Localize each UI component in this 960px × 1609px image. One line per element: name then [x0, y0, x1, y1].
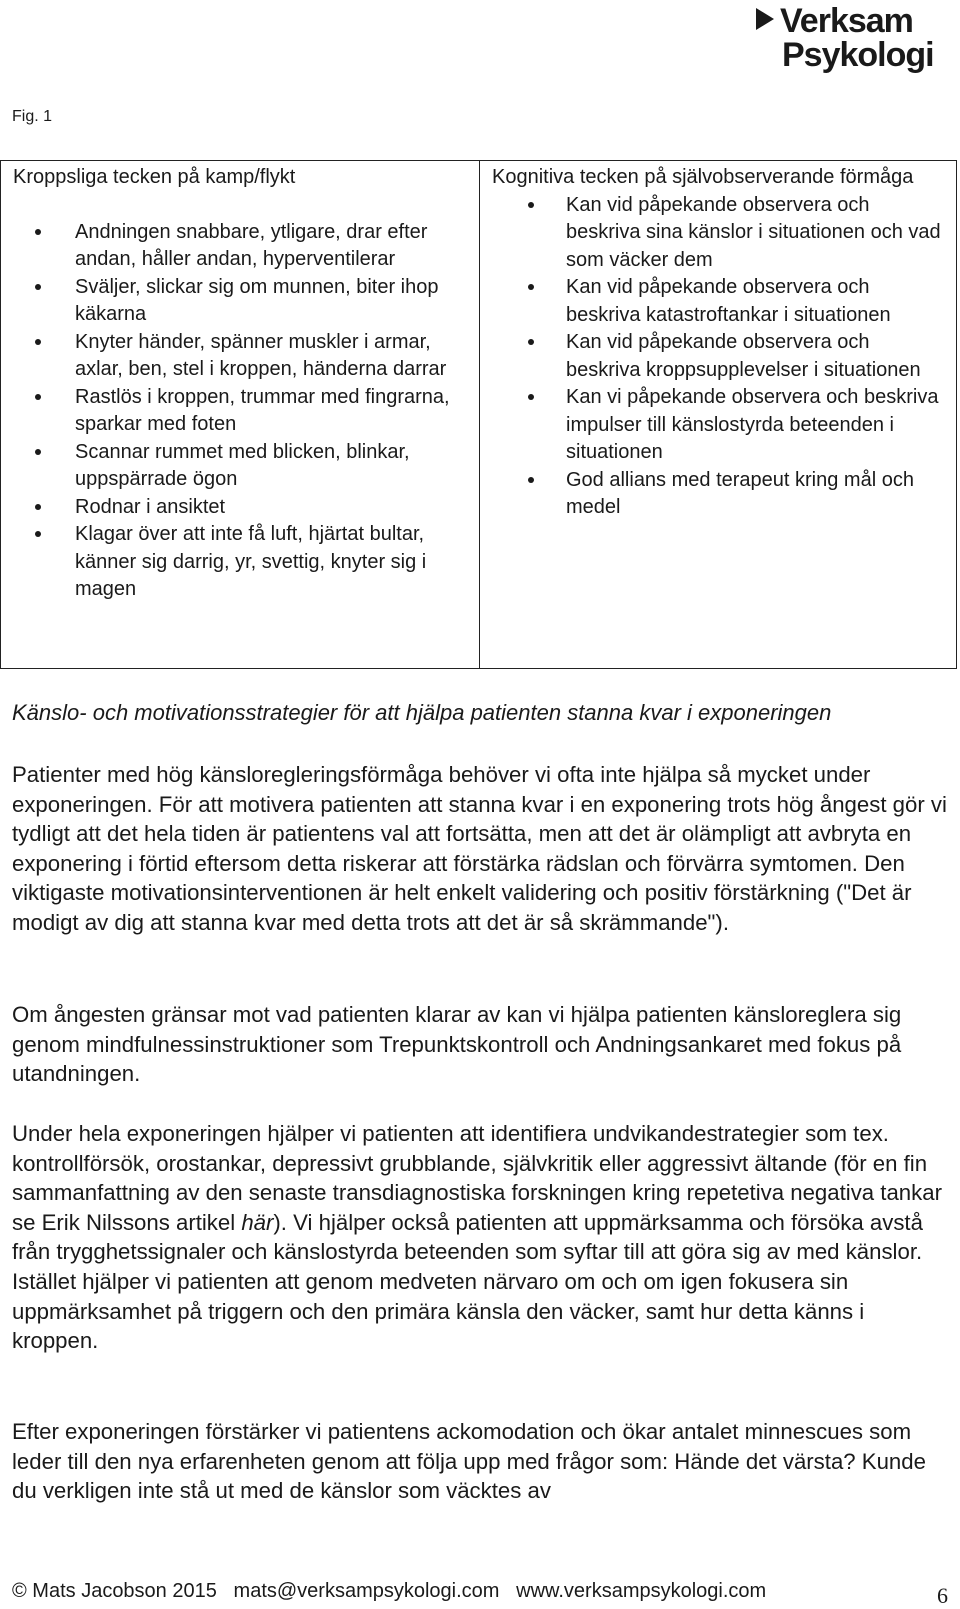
- bullet-icon: [35, 394, 41, 400]
- physical-signs-list: [13, 219, 467, 604]
- page-number: 6: [937, 1583, 948, 1608]
- bullet-icon: [528, 477, 534, 483]
- figure-label: Fig. 1: [12, 108, 53, 125]
- list-item: Kan vi påpekande observera och beskriva impulser till känslostyrda beteenden i situationen: [492, 384, 948, 467]
- list-item: Klagar över att inte få luft, hjärtat bultar, känner sig darrig, yr, svettig, knyter sig i magen: [13, 521, 467, 604]
- bullet-icon: [35, 449, 41, 455]
- paragraph-motivation: Patienter med hög känsloregleringsförmåga behöver vi ofta inte hjälpa så mycket under exponeringen. För att motivera patienten att stanna kvar i en exponering trots hög ångest gör vi tydligt att det hela tiden är patientens val att fortsätta, men att det är olämpligt att avbryta en exponering i förtid eftersom detta riskerar att förstärka rädslan och förvärra symtomen. Den viktigaste motivationsinterventionen är helt enkelt validering och positiv förstärkning ("Det är modigt av dig att stanna kvar med detta trots att det är så skrämmande").: [12, 762, 947, 935]
- bullet-icon: [528, 394, 534, 400]
- list-item: God allians med terapeut kring mål och medel: [492, 467, 948, 522]
- logo-line-1: Verksam: [780, 2, 913, 40]
- section-subheading: Känslo- och motivationsstrategier för att hjälpa patienten stanna kvar i exponeringen: [12, 700, 832, 725]
- page-footer: [12, 1580, 766, 1603]
- brand-logo: [756, 4, 946, 72]
- list-item: Rastlös i kroppen, trummar med fingrarna, sparkar med foten: [13, 384, 467, 439]
- bullet-icon: [35, 284, 41, 290]
- list-item: Scannar rummet med blicken, blinkar, uppspärrade ögon: [13, 439, 467, 494]
- paragraph-after-exposure: Efter exponeringen förstärker vi patientens ackomodation och ökar antalet minnescues som leder till den nya erfarenheten genom att följa upp med frågor som: Hände det värsta? Kunde du verkligen inte stå ut med de känslor som väcktes av: [12, 1419, 926, 1504]
- logo-line-2: Psykologi: [782, 36, 934, 74]
- list-item: Kan vid påpekande observera och beskriva sina känslor i situationen och vad som väcker dem: [492, 192, 948, 275]
- article-link[interactable]: här: [241, 1209, 274, 1235]
- bullet-icon: [35, 339, 41, 345]
- cognitive-signs-column: [480, 161, 956, 668]
- physical-signs-heading: Kroppsliga tecken på kamp/flykt: [13, 166, 296, 188]
- list-item: Knyter händer, spänner muskler i armar, axlar, ben, stel i kroppen, händerna darrar: [13, 329, 467, 384]
- list-item: Sväljer, slickar sig om munnen, biter ihop käkarna: [13, 274, 467, 329]
- cognitive-signs-heading: Kognitiva tecken på självobserverande förmåga: [492, 166, 914, 188]
- list-item: Kan vid påpekande observera och beskriva kroppsupplevelser i situationen: [492, 329, 948, 384]
- paragraph-emotion-regulation: Om ångesten gränsar mot vad patienten klarar av kan vi hjälpa patienten känsloreglera sig genom mindfulnessinstruktioner som Trepunktskontroll och Andningsankaret med fokus på utandningen.: [12, 1002, 902, 1087]
- bullet-icon: [528, 202, 534, 208]
- copyright: © Mats Jacobson 2015: [12, 1580, 217, 1602]
- list-item: Kan vid påpekande observera och beskriva katastroftankar i situationen: [492, 274, 948, 329]
- footer-website[interactable]: www.verksampsykologi.com: [516, 1580, 767, 1602]
- list-item: Rodnar i ansiktet: [13, 494, 467, 522]
- cognitive-signs-list: [492, 192, 948, 522]
- play-triangle-icon: [756, 8, 774, 30]
- footer-email[interactable]: mats@verksampsykologi.com: [233, 1580, 500, 1602]
- physical-signs-column: [1, 161, 480, 668]
- bullet-icon: [35, 504, 41, 510]
- list-item: Andningen snabbare, ytligare, drar efter andan, håller andan, hyperventilerar: [13, 219, 467, 274]
- bullet-icon: [35, 229, 41, 235]
- signs-table: [0, 160, 957, 669]
- bullet-icon: [35, 531, 41, 537]
- bullet-icon: [528, 284, 534, 290]
- bullet-icon: [528, 339, 534, 345]
- paragraph-avoidance: Under hela exponeringen hjälper vi patienten att identifiera undvikandestrategier som tex. kontrollförsök, orostankar, depressivt grubblande, självkritik eller aggressivt ältande (för en fin sammanfattning av den senaste transdiagnostiska forskningen kring repetetiva negativa tankar se Erik Nilssons artikel här). Vi hjälper också patienten att uppmärksamma och försöka avstå från trygghetssignaler och känslostyrda beteenden som syftar till att göra sig av med känslor. Istället hjälper vi patienten att genom medveten närvaro om och om igen fokusera sin uppmärksamhet på triggern och den primära känsla den väcker, samt hur detta känns i kroppen.: [12, 1121, 942, 1354]
